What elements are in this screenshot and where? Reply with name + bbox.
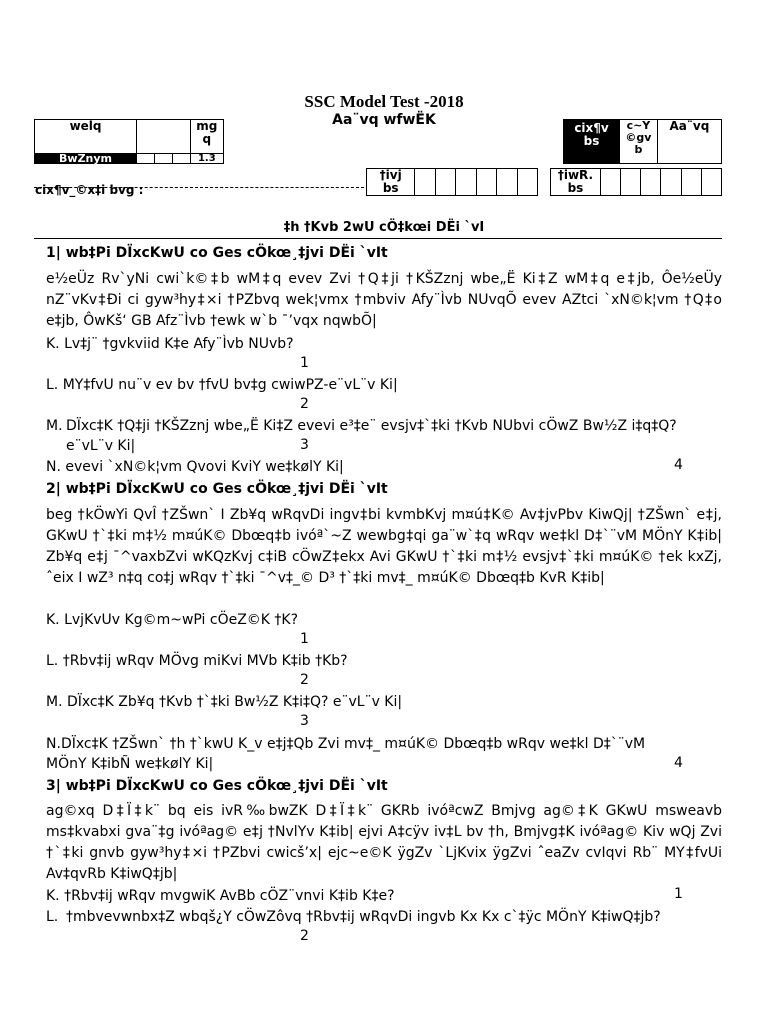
question-1-part-m-mark: 3 bbox=[300, 437, 309, 453]
part-label: N. bbox=[46, 736, 61, 752]
question-1-part-n bbox=[46, 457, 722, 477]
question-1-part-k bbox=[46, 334, 722, 354]
part-text: MY‡fvU nu¨v ev bv †fvU bv‡g cwiwPZ-e¨vL¨v Ki| bbox=[62, 377, 398, 393]
question-3-part-l bbox=[46, 907, 722, 927]
question-1-part-m bbox=[46, 416, 722, 456]
section-instruction: ‡h †Kvb 2wU cÖ‡kœi DËi `vI bbox=[283, 220, 485, 235]
chapter-label: Aa¨vq bbox=[657, 120, 721, 164]
question-2-part-n bbox=[46, 734, 666, 774]
part-text: DÏxc‡K †Q‡ji †KŠZznj wbe„Ë Ki‡Z evevi e³‡e¨ evsjv‡`‡ki †Kvb NUbvi cÖwZ Bw½Z i‡q‡Q? e¨vL¨v Ki| bbox=[66, 418, 677, 454]
blank-cell bbox=[137, 120, 191, 154]
part-text: Lv‡j¨ †gvkviid K‡e Afy¨Ìvb NUvb? bbox=[64, 336, 294, 352]
question-2-part-k bbox=[46, 610, 722, 630]
set-label: mg q bbox=[190, 120, 223, 154]
code-label: BwZnym bbox=[35, 154, 137, 164]
page-title: SSC Model Test -2018 bbox=[304, 92, 464, 111]
question-3-part-k bbox=[46, 886, 722, 906]
part-label: N. bbox=[46, 459, 61, 475]
question-1-part-l bbox=[46, 375, 722, 395]
section-divider bbox=[34, 238, 722, 239]
part-label: L. bbox=[46, 653, 59, 669]
part-text: DÏxc‡K Zb¥q †Kvb †`‡ki Bw½Z K‡i‡Q? e¨vL¨v Ki| bbox=[66, 694, 403, 710]
part-text: †Rbv‡ij wRqv MÖvg miKvi MVb K‡ib †Kb? bbox=[62, 653, 348, 669]
part-label: K. bbox=[46, 612, 60, 628]
question-3-heading: 3| wb‡Pi DÏxcKwU co Ges cÖkœ¸‡jvi DËi `vIt bbox=[46, 778, 388, 794]
question-2-part-l-mark: 2 bbox=[300, 672, 309, 688]
subject-info-table bbox=[34, 119, 224, 164]
question-2-part-m bbox=[46, 692, 722, 712]
subject-title: Aa¨vq wfwËK bbox=[332, 112, 436, 128]
part-label: M. bbox=[46, 418, 63, 434]
roll-label: †ivj bs bbox=[367, 169, 415, 196]
question-3-part-l-mark: 2 bbox=[300, 928, 309, 944]
question-3-stem: ag©xq D‡Ï‡k¨ bq eis ivR‰bwZK D‡Ï‡k¨ GKRb ivóªcwZ Bmjvg ag©‡K GKwU msweavb ms‡kvabxi gva¨‡g ivóªag© e‡j †NvlYv K‡ib| ejvi A‡cÿv iv‡L bv †h, Bmjvg‡K ivóªag© Kiv wQj Zvi †`‡ki gnvb gyw³hy‡×i †PZbvi cwicš’x| ejc~e©K ÿgZv `LjKvix ÿgZvi ˆeaZv cvIqvi Rb¨ MY‡fvUi Av‡qvRb K‡iwQ‡jb| bbox=[46, 803, 722, 882]
code-boxes bbox=[137, 154, 191, 164]
question-2-part-m-mark: 3 bbox=[300, 713, 309, 729]
part-text: evevi `xN©k¦vm Qvovi KviY we‡kølY Ki| bbox=[65, 459, 344, 475]
exam-info-table bbox=[563, 119, 722, 164]
part-text: LvjKvUv Kg©m~wPi cÖeZ©K †K? bbox=[64, 612, 299, 628]
question-2-heading: 2| wb‡Pi DÏxcKwU co Ges cÖkœ¸‡jvi DËi `vIt bbox=[46, 481, 388, 497]
question-3-part-k-mark: 1 bbox=[674, 886, 683, 902]
question-2-stem: beg †kÖwYi QvÎ †ZŠwn` I Zb¥q wRqvDi ingv‡bi kvmbKvj m¤ú‡K© Av‡jvPbv KiwQj| †ZŠwn` e‡j, GKwU †`‡ki m‡½ m¤úK© Dbœq‡b ivóª`~Z wewbg‡qi ga¨w`‡q wRqv we‡kl D‡`¨vM MÖnY K‡ib| Zb¥q e‡j ¯^vaxbZvi wKQzKvj c‡iB cÖwZ‡ekx Avi GKwU †`‡ki m‡½ evsjv‡`‡ki m¤úK© †ek kxZj, ˆeix I wZ³ n‡q co‡j wRqv †`‡ki ¯^v‡_© D³ †`‡ki mv‡_ m¤úK© Dbœq‡b KvR K‡ib| bbox=[46, 507, 722, 586]
roll-number-boxes[interactable] bbox=[366, 168, 538, 196]
part-label: K. bbox=[46, 888, 60, 904]
part-text: †Rbv‡ij wRqv mvgwiK AvBb cÖZ¨vnvi K‡ib K‡e? bbox=[64, 888, 395, 904]
code-value: 1.3 bbox=[190, 154, 223, 164]
subject-label: welq bbox=[35, 120, 137, 154]
question-1-part-n-mark: 4 bbox=[674, 457, 683, 473]
exam-number-label: cix¶v bs bbox=[564, 120, 620, 164]
question-2-part-k-mark: 1 bbox=[300, 631, 309, 647]
question-2-part-n-mark: 4 bbox=[674, 755, 683, 771]
question-1-part-k-mark: 1 bbox=[300, 355, 309, 371]
examinee-name-label: cix¶v_©x‡i bvg : bbox=[35, 183, 144, 197]
question-1-stem: e½eÜz Rv`yNi cwi`k©‡b wM‡q evev Zvi †Q‡ji †KŠZznj wbe„Ë Ki‡Z wM‡q e‡jb, Ôe½eÜy nZ¨vKv‡Ði ci gyw³hy‡×i †PZbvq wek¦vmx †mbviv Afy¨Ìvb NUvqÕ evev AZtci `xN©k¦vm †Q‡o e‡jb, ÔwKš‘ GB Afz¨Ìvb †ewk w`b ¯’vqx nqwbÕ| bbox=[46, 271, 722, 329]
part-label: K. bbox=[46, 336, 60, 352]
registration-label: †iwR. bs bbox=[551, 169, 601, 196]
part-label: L. bbox=[46, 909, 59, 925]
question-1-heading: 1| wb‡Pi DÏxcKwU co Ges cÖkœ¸‡jvi DËi `vIt bbox=[46, 245, 388, 261]
full-marks-label: c~Y ©gv b bbox=[620, 120, 658, 164]
registration-number-boxes[interactable] bbox=[550, 168, 722, 196]
question-1-part-l-mark: 2 bbox=[300, 396, 309, 412]
part-label: M. bbox=[46, 694, 63, 710]
part-label: L. bbox=[46, 377, 59, 393]
part-text: †mbvevwnbx‡Z wbqš¿Y cÖwZôvq †Rbv‡ij wRqvDi ingvb Kx Kx c`‡ÿc MÖnY K‡iwQ‡jb? bbox=[66, 909, 661, 925]
part-text: DÏxc‡K †ZŠwn` †h †`kwU K_v e‡j‡Qb Zvi mv‡_ m¤úK© Dbœq‡b wRqv we‡kl D‡`¨vM MÖnY K‡ibÑ we‡kølY Ki| bbox=[46, 736, 646, 772]
question-2-part-l bbox=[46, 651, 722, 671]
